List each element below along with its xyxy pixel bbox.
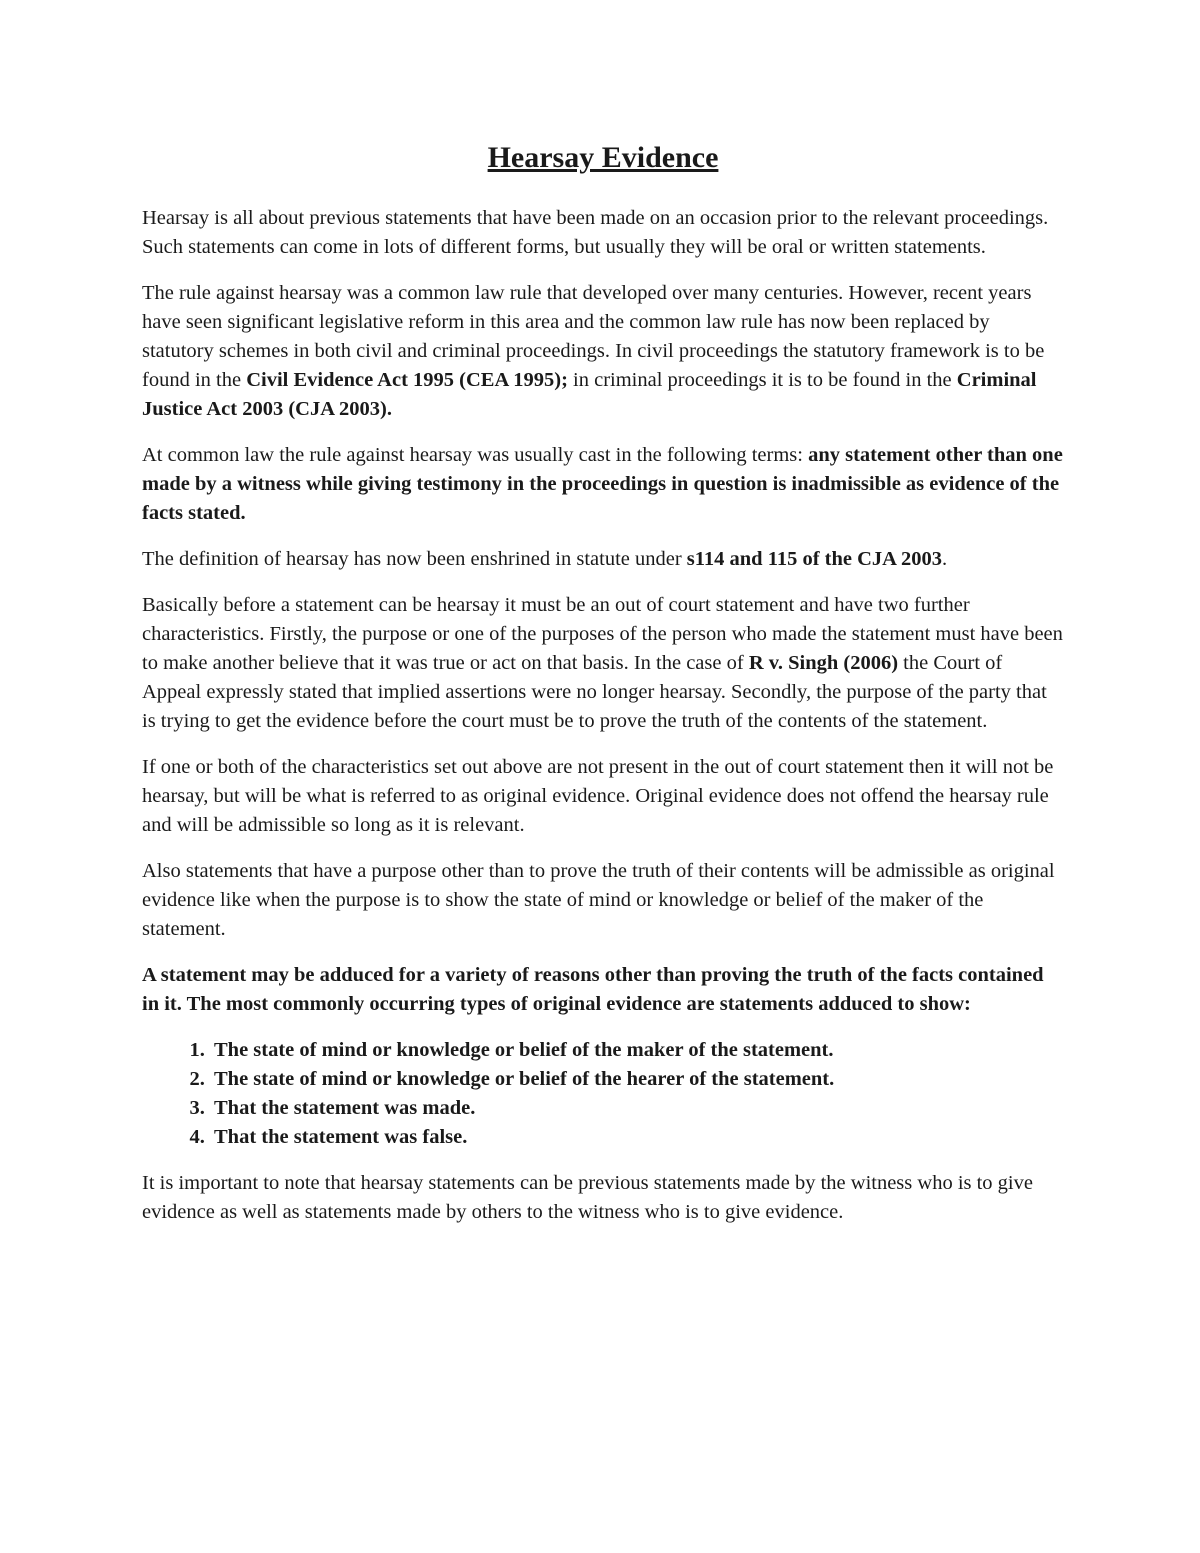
- paragraph-characteristics: [142, 591, 1064, 736]
- paragraph-common-law: [142, 441, 1064, 528]
- text-segment: the Court of Appeal expressly stated that implied assertions were no longer hearsay. Secondly, the purpose of the party that is trying to get the evidence before the court must be to prove the truth of the contents of the statement.: [142, 652, 1047, 732]
- text-segment: in criminal proceedings it is to be found in the: [567, 369, 957, 391]
- paragraph-statutory-definition: [142, 545, 1064, 574]
- list-item: 2. The state of mind or knowledge or belief of the hearer of the statement.: [210, 1065, 1064, 1094]
- case-reference: R v. Singh (2006): [748, 652, 899, 674]
- statute-reference: s114 and 115 of the CJA 2003: [686, 548, 942, 570]
- page-title: Hearsay Evidence: [487, 141, 719, 174]
- paragraph-note: It is important to note that hearsay statements can be previous statements made by the witness who is to give evidence as well as statements made by others to the witness who is to give evidence.: [142, 1172, 1033, 1223]
- paragraph-rule-against-hearsay: [142, 279, 1064, 424]
- paragraph-reasons: A statement may be adduced for a variety of reasons other than proving the truth of the facts contained in it. The most commonly occurring types of original evidence are statements adduced to show:: [142, 964, 1044, 1015]
- cja-reference: Criminal Justice Act 2003 (CJA 2003).: [142, 369, 1037, 420]
- text-segment: .: [941, 548, 948, 570]
- paragraph-original-evidence: If one or both of the characteristics set out above are not present in the out of court statement then it will not be hearsay, but will be what is referred to as original evidence. Original evidence does not offend the hearsay rule and will be admissible so long as it is relevant.: [142, 756, 1054, 836]
- text-segment: The definition of hearsay has now been enshrined in statute under: [142, 548, 687, 570]
- list-item: 1. The state of mind or knowledge or belief of the maker of the statement.: [210, 1036, 1064, 1065]
- document-page: [142, 140, 1064, 1244]
- paragraph-intro: Hearsay is all about previous statements that have been made on an occasion prior to the relevant proceedings. Such statements can come in lots of different forms, but usually they will be oral or written statements.: [142, 207, 1049, 258]
- text-segment: Basically before a statement can be hearsay it must be an out of court statement and have two further characteristics. Firstly, the purpose or one of the purposes of the person who made the statement must have been to make another believe that it was true or act on that basis. In the case of: [142, 594, 1063, 674]
- list-item: 4. That the statement was false.: [210, 1123, 1064, 1152]
- text-segment: At common law the rule against hearsay was usually cast in the following terms:: [142, 444, 809, 466]
- paragraph-purpose: Also statements that have a purpose other than to prove the truth of their contents will be admissible as original evidence like when the purpose is to show the state of mind or knowledge or belief of the maker of the statement.: [142, 860, 1055, 940]
- common-law-definition: any statement other than one made by a witness while giving testimony in the proceedings in question is inadmissible as evidence of the facts stated.: [142, 444, 1063, 524]
- list-item: 3. That the statement was made.: [210, 1094, 1064, 1123]
- original-evidence-list: [142, 1036, 1064, 1152]
- text-segment: The rule against hearsay was a common law rule that developed over many centuries. However, recent years have seen significant legislative reform in this area and the common law rule has now been replaced by statutory schemes in both civil and criminal proceedings. In civil proceedings the statutory framework is to be found in the: [142, 282, 1045, 391]
- cea-reference: Civil Evidence Act 1995 (CEA 1995);: [246, 369, 568, 391]
